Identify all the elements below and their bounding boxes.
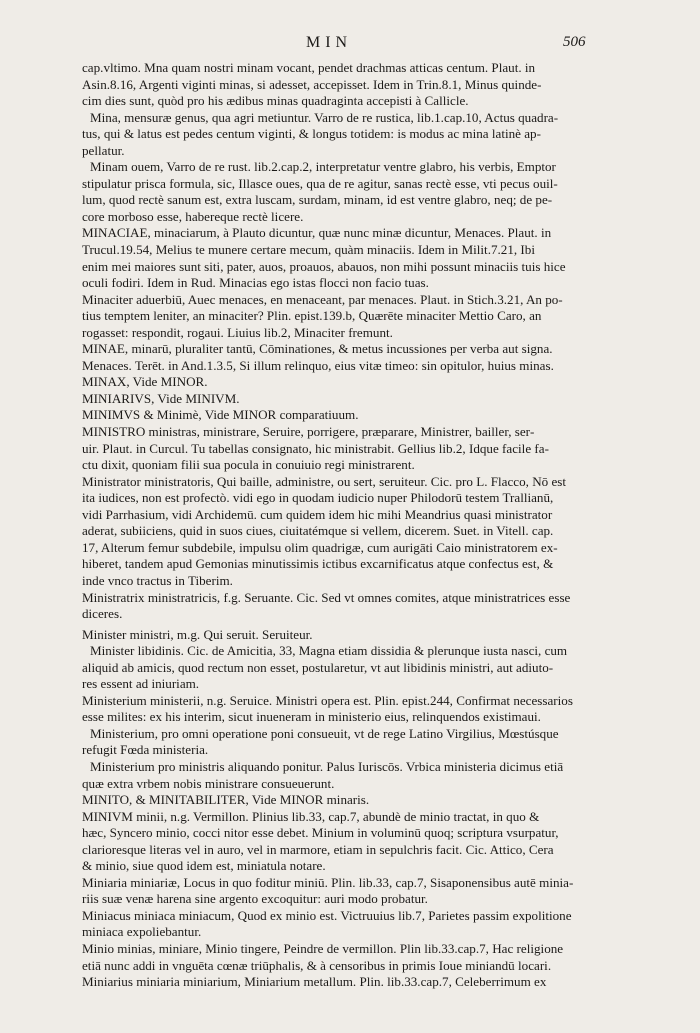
text-line: MINISTRO ministras, ministrare, Seruire, porrigere, præparare, Ministrer, bailler, ser‑ — [82, 424, 535, 440]
text-line: uir. Plaut. in Curcul. Tu tabellas consignato, hic ministrabit. Gellius lib.2, Idque facile fa‑ — [82, 440, 549, 456]
text-line: Trucul.19.54, Melius te munere certare mecum, quàm minaciis. Idem in Milit.7.21, Ibi — [82, 242, 535, 258]
text-line: MINACIAE, minaciarum, à Plauto dicuntur, quæ nunc minæ dicuntur, Menaces. Plaut. in — [82, 225, 552, 241]
text-line: pellatur. — [82, 142, 125, 158]
text-line: Ministerium pro ministris aliquando ponitur. Palus Iuriscōs. Vrbica ministeria dicimus etiā — [90, 758, 564, 774]
text-line: hiberet, tandem apud Gemonias minutissimis ictibus excarnificatus atque confectus est, & — [82, 556, 554, 572]
text-line: quæ extra vrbem nobis ministrare consueuerunt. — [82, 775, 335, 791]
text-line: hæc, Syncero minio, cocci nitor esse debet. Minium in voluminū quoq; scriptura vsurpatur, — [82, 825, 559, 841]
page-number: 506 — [563, 34, 586, 50]
text-line: core morboso esse, habereque rectè licere. — [82, 208, 304, 224]
text-line: Ministerium ministerii, n.g. Seruice. Ministri opera est. Plin. epist.244, Confirmat necessarios — [82, 692, 573, 708]
text-line: ita iudices, non est profectò. vidi ego in quodam iudicio nuper Philodorū testem Trallianū, — [82, 490, 554, 506]
text-line: riis suæ venæ harena sine argento excoquitur: auri modo probatur. — [82, 891, 428, 907]
text-line: res essent ad iniuriam. — [82, 676, 200, 692]
text-line: oculi fodiri. Idem in Rud. Minacias ego istas flocci non facio tuas. — [82, 275, 429, 291]
text-line: Miniaria miniariæ, Locus in quo foditur miniū. Plin. lib.33, cap.7, Sisaponensibus autē minia‑ — [82, 874, 574, 890]
text-line: Miniarius miniaria miniarium, Miniarium metallum. Plin. lib.33.cap.7, Celeberrimum ex — [82, 974, 547, 990]
text-line: etiā nunc addi in vnguēta cœnæ triūphalis, & à censoribus in primis Ioue miniandū locari. — [82, 957, 552, 973]
text-line: 17, Alterum femur subdebile, impulsu olim quadrigæ, cum aurigāti Caio ministratorem ex‑ — [82, 539, 558, 555]
text-line: & minio, siue quod idem est, miniatula notare. — [82, 858, 326, 874]
text-line: Minam ouem, Varro de re rust. lib.2.cap.2, interpretatur ventre glabro, his verbis, Emptor — [90, 159, 556, 175]
text-line: clarioresque literas vel in auro, vel in marmore, etiam in sepulchris facit. Cic. Attico, Cera — [82, 841, 554, 857]
text-line: Mina, mensuræ genus, qua agri metiuntur. Varro de re rustica, lib.1.cap.10, Actus quadra‑ — [90, 109, 559, 125]
text-line: MINIMVS & Minimè, Vide MINOR comparatiuum. — [82, 407, 359, 423]
text-line: Minio minias, miniare, Minio tingere, Peindre de vermillon. Plin lib.33.cap.7, Hac religione — [82, 940, 564, 956]
text-line: rogasset: respondit, rogaui. Liuius lib.2, Minaciter fremunt. — [82, 324, 393, 340]
text-line: Ministerium, pro omni operatione poni consueuit, vt de rege Latino Virgilius, Mœstúsque — [90, 725, 559, 741]
text-line: tus, qui & latus est pedes centum viginti, & longus totidem: is modus ac mina latinè ap‑ — [82, 126, 541, 142]
page-header — [0, 34, 700, 56]
text-line: cim dies sunt, quòd pro his ædibus minas quadraginta accepisti à Callicle. — [82, 93, 469, 109]
text-line: Minister libidinis. Cic. de Amicitia, 33, Magna etiam dissidia & plerunque iusta nasci, cum — [90, 643, 568, 659]
text-line: Menaces. Terēt. in And.1.3.5, Si illum relinquo, eius vitæ timeo: sin opitulor, huius minas. — [82, 357, 554, 373]
text-line: Miniacus miniaca miniacum, Quod ex minio est. Victruuius lib.7, Parietes passim expolitione — [82, 907, 572, 923]
text-line — [82, 991, 604, 1008]
dictionary-body — [82, 60, 604, 1007]
text-line: stipulatur prisca formula, sic, Illasce oues, qua de re agitur, sanas rectè esse, vti pecus ouil‑ — [82, 175, 558, 191]
text-line: vidi Parrhasium, vidi Archidemū. cum quidem idem hic mihi Meandrius quasi ministrator — [82, 506, 553, 522]
text-line: MINIVM minii, n.g. Vermillon. Plinius lib.33, cap.7, abundè de minio tractat, in quo & — [82, 808, 540, 824]
text-line: esse milites: ex his interim, sicut inueneram in ministerio eius, relinquendos existimaui. — [82, 709, 541, 725]
running-head: MIN — [306, 34, 353, 51]
text-line: aderat, subiiciens, quid in suos ciues, ciuitatémque si vellem, dicerem. Suet. in Vitell. cap. — [82, 523, 554, 539]
text-line: Ministrator ministratoris, Qui baille, administre, ou sert, seruiteur. Cic. pro L. Flacco, Nō est — [82, 473, 567, 489]
text-line: MINAX, Vide MINOR. — [82, 374, 208, 390]
text-line: Minister ministri, m.g. Qui seruit. Seruiteur. — [82, 626, 313, 642]
text-line: MINIARIVS, Vide MINIVM. — [82, 390, 240, 406]
text-line: MINAE, minarū, pluraliter tantū, Cōminationes, & metus incussiones per verba aut signa. — [82, 341, 553, 357]
text-line: tius temptem leniter, an minaciter? Plin. epist.139.b, Quærēte minaciter Mettio Caro, an — [82, 308, 542, 324]
text-line: MINITO, & MINITABILITER, Vide MINOR minaris. — [82, 792, 370, 808]
text-line: miniaca expoliebantur. — [82, 924, 202, 940]
text-line: diceres. — [82, 606, 123, 622]
text-line: cap.vltimo. Mna quam nostri minam vocant, pendet drachmas atticas centum. Plaut. in — [82, 60, 536, 75]
text-line: aliquid ab amicis, quod rectum non esset, postularetur, vt aut libidinis ministri, aut adiuto‑ — [82, 659, 554, 675]
text-line: refugit Fœda ministeria. — [82, 742, 209, 758]
text-line: Asin.8.16, Argenti viginti minas, si adesset, accepisset. Idem in Trin.8.1, Minus quinde‑ — [82, 76, 542, 92]
text-line: lum, quod rectè sanum est, extra luscam, surdam, minam, id est ventre glabro, neq; de pe‑ — [82, 192, 553, 208]
text-line: ctu dixit, quoniam filii sua pocula in conuiuio regi ministrarent. — [82, 457, 415, 473]
text-line: inde vnco tractus in Tiberim. — [82, 572, 233, 588]
text-line: Minaciter aduerbiū, Auec menaces, en menaceant, par menaces. Plaut. in Stich.3.21, An po‑ — [82, 291, 563, 307]
text-line: enim mei maiores sunt siti, pater, auos, proauos, abauos, non mihi possunt minaciis tuis hice — [82, 258, 566, 274]
text-line: Ministratrix ministratricis, f.g. Seruante. Cic. Sed vt omnes comites, atque ministratrices esse — [82, 589, 571, 605]
